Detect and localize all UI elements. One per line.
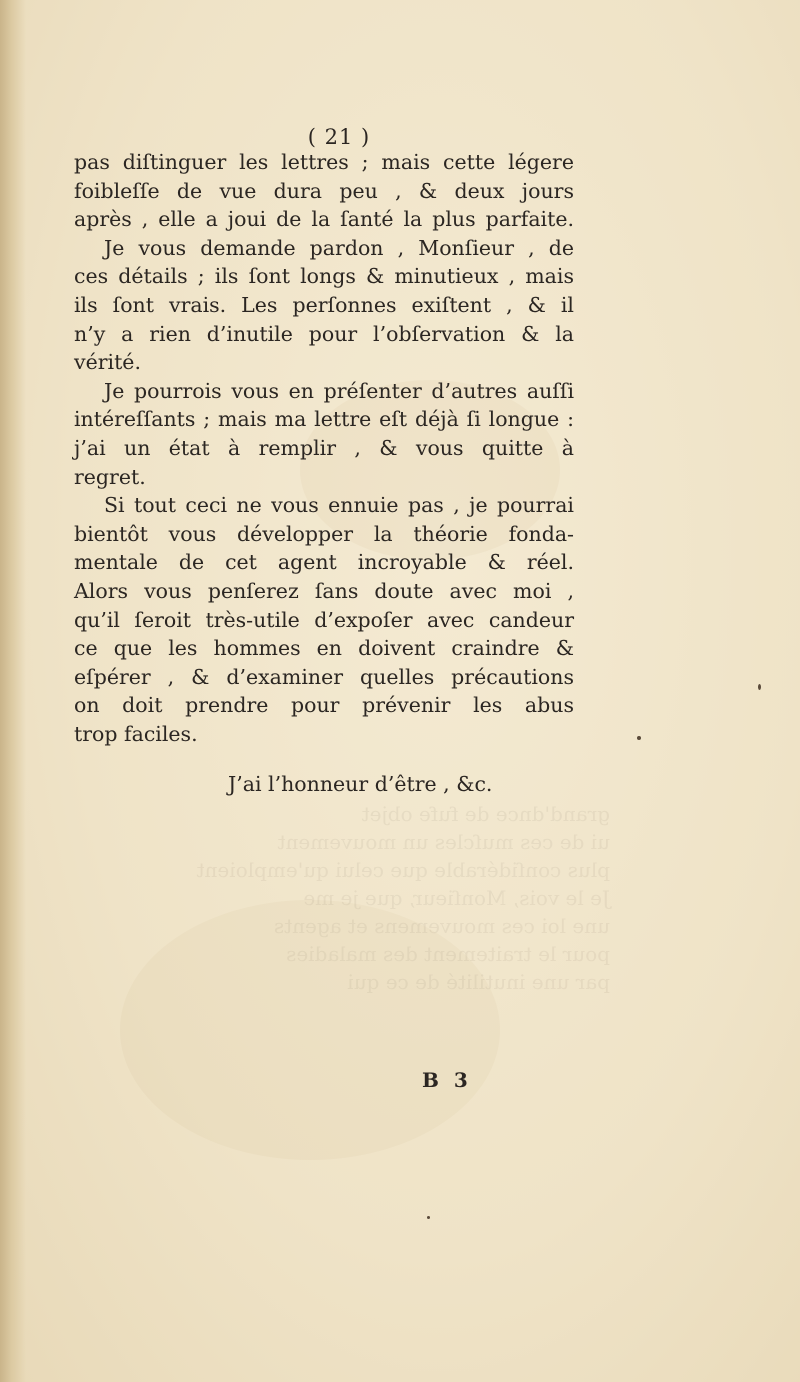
show-through-text: grand'dnce de fufe objet ui de ces muſcles un mouvement plus conſidérable que celui qu'emploient Je le vois, Monſieur, que je me une loi ces mouvemens et agents pour le traitement des maladies par une inutilité de ce qui xyxy=(196,802,610,994)
text-line: bientôt vous développer la théorie fonda- xyxy=(74,521,574,546)
text-line: Si tout ceci ne vous ennuie pas , je pourrai xyxy=(104,493,574,518)
binding-edge xyxy=(0,0,26,1382)
text-line: ce que les hommes en doivent craindre & xyxy=(74,636,574,661)
text-line: après , elle a joui de la ſanté la plus parfaite. xyxy=(74,207,574,232)
ink-speck xyxy=(637,736,641,740)
text-line: intéreſſants ; mais ma lettre eſt déjà ſi longue : xyxy=(74,407,574,432)
page-number: ( 21 ) xyxy=(307,125,371,149)
signature-mark: B 3 xyxy=(422,1068,472,1092)
text-line: ils ſont vrais. Les perſonnes exiſtent , & il xyxy=(74,292,574,317)
closing-line: J’ai l’honneur d’être , &c. xyxy=(228,772,493,796)
ink-speck xyxy=(758,684,761,690)
ink-speck xyxy=(427,1216,430,1219)
text-line: mentale de cet agent incroyable & réel. xyxy=(74,550,574,575)
text-line: regret. xyxy=(74,464,146,489)
text-line: foibleſſe de vue dura peu , & deux jours xyxy=(74,178,574,203)
text-line: Alors vous penſerez ſans doute avec moi , xyxy=(74,578,574,603)
text-line: eſpérer , & d’examiner quelles précautions xyxy=(74,664,574,689)
text-line: j’ai un état à remplir , & vous quitte à xyxy=(74,435,574,460)
page-text xyxy=(74,126,574,748)
text-line: Je pourrois vous en préſenter d’autres auſſi xyxy=(104,378,574,403)
text-line: ces détails ; ils ſont longs & minutieux , mais xyxy=(74,264,574,289)
text-line: vérité. xyxy=(74,350,141,375)
text-line: pas diſtinguer les lettres ; mais cette légere xyxy=(74,150,574,174)
text-line: on doit prendre pour prévenir les abus xyxy=(74,693,574,718)
text-line: n’y a rien d’inutile pour l’obſervation & la xyxy=(74,321,574,346)
text-line: Je vous demande pardon , Monſieur , de xyxy=(104,235,574,260)
text-line: qu’il ſeroit très-utile d’expoſer avec candeur xyxy=(74,607,574,632)
text-line: trop faciles. xyxy=(74,721,198,746)
